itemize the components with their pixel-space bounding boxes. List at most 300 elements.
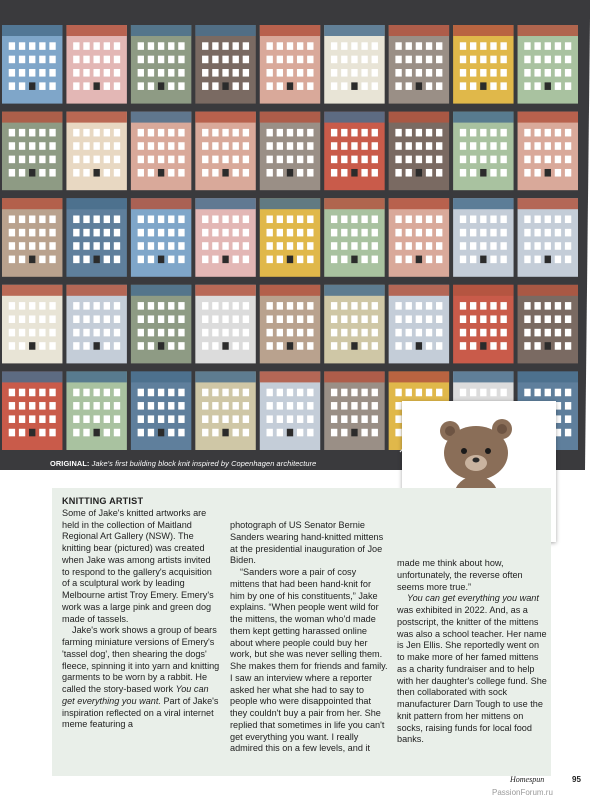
building-window bbox=[168, 302, 174, 310]
building-window bbox=[524, 242, 530, 250]
building-window bbox=[212, 315, 218, 323]
building-window bbox=[565, 156, 571, 164]
building-window bbox=[460, 156, 466, 164]
knitted-building bbox=[324, 198, 384, 277]
building-window bbox=[267, 302, 273, 310]
building-window bbox=[138, 169, 144, 177]
building-window bbox=[297, 389, 303, 397]
building-window bbox=[351, 169, 357, 177]
building-roof bbox=[66, 198, 126, 209]
building-window bbox=[351, 415, 357, 423]
building-window bbox=[114, 342, 120, 350]
building-window bbox=[460, 82, 466, 90]
building-window bbox=[534, 129, 540, 137]
building-window bbox=[39, 302, 45, 310]
building-window bbox=[287, 415, 293, 423]
building-window bbox=[73, 42, 79, 50]
building-window bbox=[19, 215, 25, 223]
building-window bbox=[222, 315, 228, 323]
building-window bbox=[73, 415, 79, 423]
building-window bbox=[395, 415, 401, 423]
building-window bbox=[565, 315, 571, 323]
building-window bbox=[39, 342, 45, 350]
building-window bbox=[351, 142, 357, 150]
building-window bbox=[267, 169, 273, 177]
building-window bbox=[395, 229, 401, 237]
building-window bbox=[436, 315, 442, 323]
building-window bbox=[372, 315, 378, 323]
building-window bbox=[73, 129, 79, 137]
building-roof bbox=[2, 112, 62, 123]
knitted-building bbox=[195, 285, 255, 364]
building-window bbox=[9, 42, 15, 50]
building-window bbox=[341, 402, 347, 410]
building-window bbox=[73, 402, 79, 410]
building-window bbox=[545, 215, 551, 223]
building-window bbox=[243, 389, 249, 397]
knitted-building bbox=[2, 371, 62, 450]
building-window bbox=[138, 42, 144, 50]
building-window bbox=[212, 429, 218, 437]
building-window bbox=[178, 256, 184, 264]
building-window bbox=[534, 56, 540, 64]
building-window bbox=[212, 342, 218, 350]
building-window bbox=[114, 402, 120, 410]
building-window bbox=[297, 82, 303, 90]
building-window bbox=[29, 429, 35, 437]
building-window bbox=[19, 429, 25, 437]
building-roof bbox=[2, 285, 62, 296]
building-window bbox=[83, 342, 89, 350]
building-window bbox=[277, 82, 283, 90]
building-window bbox=[243, 142, 249, 150]
building-roof bbox=[195, 112, 255, 123]
building-window bbox=[460, 229, 466, 237]
building-window bbox=[331, 229, 337, 237]
building-window bbox=[202, 329, 208, 337]
building-window bbox=[480, 229, 486, 237]
building-window bbox=[500, 229, 506, 237]
building-window bbox=[307, 169, 313, 177]
building-roof bbox=[518, 25, 578, 36]
building-window bbox=[49, 256, 55, 264]
building-window bbox=[307, 215, 313, 223]
building-window bbox=[545, 229, 551, 237]
building-window bbox=[243, 342, 249, 350]
building-window bbox=[138, 156, 144, 164]
building-window bbox=[114, 429, 120, 437]
building-window bbox=[534, 169, 540, 177]
building-window bbox=[372, 329, 378, 337]
building-window bbox=[287, 56, 293, 64]
building-window bbox=[460, 142, 466, 150]
building-roof bbox=[195, 285, 255, 296]
building-window bbox=[73, 142, 79, 150]
building-window bbox=[287, 342, 293, 350]
building-window bbox=[138, 129, 144, 137]
building-window bbox=[104, 56, 110, 64]
photo-caption bbox=[50, 459, 316, 468]
building-window bbox=[19, 389, 25, 397]
building-window bbox=[426, 242, 432, 250]
building-window bbox=[158, 315, 164, 323]
building-window bbox=[416, 42, 422, 50]
building-window bbox=[104, 156, 110, 164]
building-window bbox=[470, 82, 476, 90]
paragraph-text: was exhibited in 2022. And, as a postscript, the knitter of the mittens was also a school teacher. Her name is Jen Ellis. She reportedly went on to make more of her famed mittens as a charity fundraiser and to help with her daughter's college fund. She then collaborated with sock manufacturer Darn Tough to use the knit pattern from her mittens on socks, raising funds for local food banks. bbox=[397, 605, 547, 745]
building-window bbox=[470, 256, 476, 264]
building-window bbox=[39, 402, 45, 410]
building-window bbox=[307, 256, 313, 264]
building-window bbox=[341, 342, 347, 350]
building-window bbox=[29, 415, 35, 423]
building-window bbox=[426, 229, 432, 237]
building-window bbox=[277, 42, 283, 50]
building-window bbox=[395, 402, 401, 410]
building-window bbox=[351, 342, 357, 350]
building-window bbox=[436, 69, 442, 77]
building-window bbox=[148, 129, 154, 137]
building-window bbox=[426, 56, 432, 64]
building-window bbox=[351, 429, 357, 437]
building-window bbox=[331, 329, 337, 337]
building-window bbox=[361, 56, 367, 64]
building-window bbox=[500, 129, 506, 137]
building-window bbox=[555, 156, 561, 164]
building-window bbox=[307, 315, 313, 323]
building-window bbox=[168, 256, 174, 264]
building-window bbox=[297, 142, 303, 150]
article-paragraph: made me think about how, unfortunately, the reverse often seems more true.” bbox=[397, 558, 523, 592]
building-window bbox=[39, 415, 45, 423]
building-window bbox=[233, 69, 239, 77]
building-window bbox=[287, 82, 293, 90]
building-window bbox=[500, 169, 506, 177]
building-window bbox=[287, 329, 293, 337]
building-window bbox=[158, 256, 164, 264]
building-window bbox=[372, 56, 378, 64]
building-window bbox=[524, 215, 530, 223]
building-window bbox=[39, 215, 45, 223]
building-window bbox=[470, 69, 476, 77]
building-window bbox=[148, 429, 154, 437]
building-window bbox=[490, 302, 496, 310]
building-window bbox=[436, 342, 442, 350]
paragraph-text: Part of Jake's inspiration reflected on a viral internet meme featuring a bbox=[62, 695, 219, 730]
building-window bbox=[178, 56, 184, 64]
building-window bbox=[406, 229, 412, 237]
building-window bbox=[277, 242, 283, 250]
building-window bbox=[416, 389, 422, 397]
building-window bbox=[158, 302, 164, 310]
building-window bbox=[138, 242, 144, 250]
building-window bbox=[416, 256, 422, 264]
building-window bbox=[39, 56, 45, 64]
building-window bbox=[372, 42, 378, 50]
building-window bbox=[19, 56, 25, 64]
building-window bbox=[9, 229, 15, 237]
building-window bbox=[83, 302, 89, 310]
building-window bbox=[436, 142, 442, 150]
building-window bbox=[138, 229, 144, 237]
building-window bbox=[331, 402, 337, 410]
building-window bbox=[83, 69, 89, 77]
knitted-building bbox=[66, 25, 126, 104]
building-roof bbox=[260, 25, 320, 36]
building-window bbox=[297, 156, 303, 164]
building-window bbox=[534, 342, 540, 350]
building-window bbox=[524, 315, 530, 323]
building-window bbox=[49, 389, 55, 397]
building-window bbox=[524, 329, 530, 337]
building-window bbox=[545, 69, 551, 77]
page-number: 95 bbox=[572, 775, 581, 784]
building-window bbox=[436, 242, 442, 250]
building-window bbox=[277, 215, 283, 223]
building-window bbox=[372, 389, 378, 397]
building-window bbox=[406, 242, 412, 250]
building-window bbox=[9, 329, 15, 337]
building-window bbox=[9, 342, 15, 350]
building-window bbox=[222, 302, 228, 310]
building-window bbox=[202, 429, 208, 437]
building-window bbox=[29, 129, 35, 137]
building-window bbox=[114, 156, 120, 164]
building-window bbox=[104, 256, 110, 264]
knitted-building bbox=[518, 285, 578, 364]
building-window bbox=[406, 329, 412, 337]
building-window bbox=[138, 56, 144, 64]
building-window bbox=[212, 142, 218, 150]
knitted-building bbox=[131, 285, 191, 364]
building-window bbox=[148, 42, 154, 50]
building-window bbox=[406, 129, 412, 137]
building-window bbox=[29, 402, 35, 410]
building-window bbox=[104, 302, 110, 310]
building-roof bbox=[260, 371, 320, 382]
building-roof bbox=[66, 285, 126, 296]
building-window bbox=[168, 142, 174, 150]
building-window bbox=[534, 156, 540, 164]
building-window bbox=[331, 82, 337, 90]
building-window bbox=[545, 242, 551, 250]
building-window bbox=[480, 256, 486, 264]
building-window bbox=[341, 142, 347, 150]
building-window bbox=[490, 129, 496, 137]
building-window bbox=[500, 69, 506, 77]
building-window bbox=[287, 315, 293, 323]
building-window bbox=[361, 242, 367, 250]
knitted-building bbox=[66, 285, 126, 364]
building-window bbox=[178, 342, 184, 350]
building-window bbox=[138, 389, 144, 397]
building-window bbox=[19, 329, 25, 337]
building-window bbox=[545, 142, 551, 150]
building-window bbox=[222, 329, 228, 337]
building-window bbox=[19, 42, 25, 50]
building-window bbox=[555, 229, 561, 237]
building-window bbox=[114, 69, 120, 77]
building-window bbox=[307, 389, 313, 397]
building-window bbox=[73, 315, 79, 323]
building-window bbox=[168, 242, 174, 250]
building-window bbox=[395, 56, 401, 64]
building-window bbox=[480, 156, 486, 164]
building-window bbox=[83, 156, 89, 164]
knitted-building bbox=[389, 285, 449, 364]
building-window bbox=[470, 342, 476, 350]
building-window bbox=[287, 302, 293, 310]
building-window bbox=[331, 56, 337, 64]
knitted-building bbox=[260, 112, 320, 191]
building-window bbox=[158, 129, 164, 137]
building-roof bbox=[131, 112, 191, 123]
building-window bbox=[341, 429, 347, 437]
building-roof bbox=[518, 198, 578, 209]
building-window bbox=[287, 215, 293, 223]
building-window bbox=[49, 156, 55, 164]
building-window bbox=[114, 129, 120, 137]
building-window bbox=[361, 329, 367, 337]
building-window bbox=[19, 315, 25, 323]
building-window bbox=[222, 215, 228, 223]
building-roof bbox=[131, 285, 191, 296]
building-window bbox=[49, 69, 55, 77]
building-window bbox=[277, 329, 283, 337]
building-window bbox=[416, 156, 422, 164]
building-window bbox=[361, 389, 367, 397]
building-window bbox=[341, 69, 347, 77]
building-window bbox=[545, 82, 551, 90]
building-window bbox=[202, 402, 208, 410]
building-window bbox=[545, 156, 551, 164]
building-roof bbox=[389, 198, 449, 209]
building-window bbox=[460, 315, 466, 323]
building-window bbox=[104, 82, 110, 90]
building-window bbox=[416, 56, 422, 64]
building-window bbox=[233, 402, 239, 410]
building-window bbox=[307, 415, 313, 423]
building-window bbox=[361, 229, 367, 237]
building-window bbox=[490, 156, 496, 164]
building-roof bbox=[518, 371, 578, 382]
building-window bbox=[19, 256, 25, 264]
building-window bbox=[545, 169, 551, 177]
knitted-building bbox=[195, 371, 255, 450]
building-window bbox=[416, 82, 422, 90]
building-window bbox=[480, 69, 486, 77]
building-window bbox=[565, 56, 571, 64]
building-window bbox=[114, 415, 120, 423]
building-window bbox=[29, 229, 35, 237]
building-window bbox=[351, 242, 357, 250]
building-window bbox=[416, 129, 422, 137]
building-window bbox=[416, 302, 422, 310]
building-window bbox=[460, 256, 466, 264]
building-window bbox=[395, 329, 401, 337]
building-window bbox=[565, 329, 571, 337]
building-window bbox=[39, 429, 45, 437]
building-window bbox=[267, 56, 273, 64]
building-window bbox=[416, 69, 422, 77]
building-window bbox=[490, 315, 496, 323]
building-window bbox=[212, 42, 218, 50]
building-window bbox=[168, 342, 174, 350]
building-window bbox=[73, 69, 79, 77]
building-window bbox=[49, 42, 55, 50]
building-window bbox=[202, 169, 208, 177]
building-window bbox=[267, 82, 273, 90]
building-window bbox=[267, 315, 273, 323]
building-window bbox=[372, 82, 378, 90]
building-window bbox=[500, 215, 506, 223]
building-window bbox=[93, 402, 99, 410]
building-window bbox=[565, 389, 571, 397]
building-window bbox=[277, 56, 283, 64]
building-window bbox=[9, 389, 15, 397]
building-window bbox=[114, 169, 120, 177]
knitted-building bbox=[518, 198, 578, 277]
building-window bbox=[202, 215, 208, 223]
building-window bbox=[480, 82, 486, 90]
building-window bbox=[73, 156, 79, 164]
building-window bbox=[178, 82, 184, 90]
building-window bbox=[297, 42, 303, 50]
building-window bbox=[297, 329, 303, 337]
building-window bbox=[39, 256, 45, 264]
building-window bbox=[426, 142, 432, 150]
building-window bbox=[233, 82, 239, 90]
knitted-building bbox=[2, 198, 62, 277]
building-window bbox=[243, 215, 249, 223]
building-window bbox=[361, 402, 367, 410]
building-window bbox=[267, 342, 273, 350]
building-window bbox=[148, 402, 154, 410]
building-window bbox=[212, 389, 218, 397]
building-window bbox=[138, 315, 144, 323]
building-roof bbox=[260, 198, 320, 209]
building-window bbox=[39, 389, 45, 397]
building-window bbox=[158, 429, 164, 437]
building-roof bbox=[66, 112, 126, 123]
building-window bbox=[470, 215, 476, 223]
building-window bbox=[555, 342, 561, 350]
building-window bbox=[565, 302, 571, 310]
article-paragraph: Some of Jake's knitted artworks are held in the collection of Maitland Regional Art Gallery (NSW). The knitting bear (pictured) was created when Jake was among artists invited to respond to the gallery's acquisition of a sculptural work by leading Melbourne artist Troy Emery. Emery's work was a large pink and green dog made of tassels. bbox=[62, 507, 214, 624]
building-window bbox=[9, 402, 15, 410]
building-window bbox=[39, 169, 45, 177]
building-window bbox=[565, 82, 571, 90]
building-window bbox=[9, 156, 15, 164]
building-window bbox=[29, 215, 35, 223]
building-window bbox=[555, 69, 561, 77]
building-window bbox=[233, 142, 239, 150]
knitted-building bbox=[324, 112, 384, 191]
building-window bbox=[351, 229, 357, 237]
building-window bbox=[480, 169, 486, 177]
building-window bbox=[104, 169, 110, 177]
building-window bbox=[212, 256, 218, 264]
building-window bbox=[202, 242, 208, 250]
building-window bbox=[480, 56, 486, 64]
building-window bbox=[480, 315, 486, 323]
building-window bbox=[565, 142, 571, 150]
building-window bbox=[138, 415, 144, 423]
building-window bbox=[148, 242, 154, 250]
building-window bbox=[436, 229, 442, 237]
building-window bbox=[372, 156, 378, 164]
building-window bbox=[565, 42, 571, 50]
